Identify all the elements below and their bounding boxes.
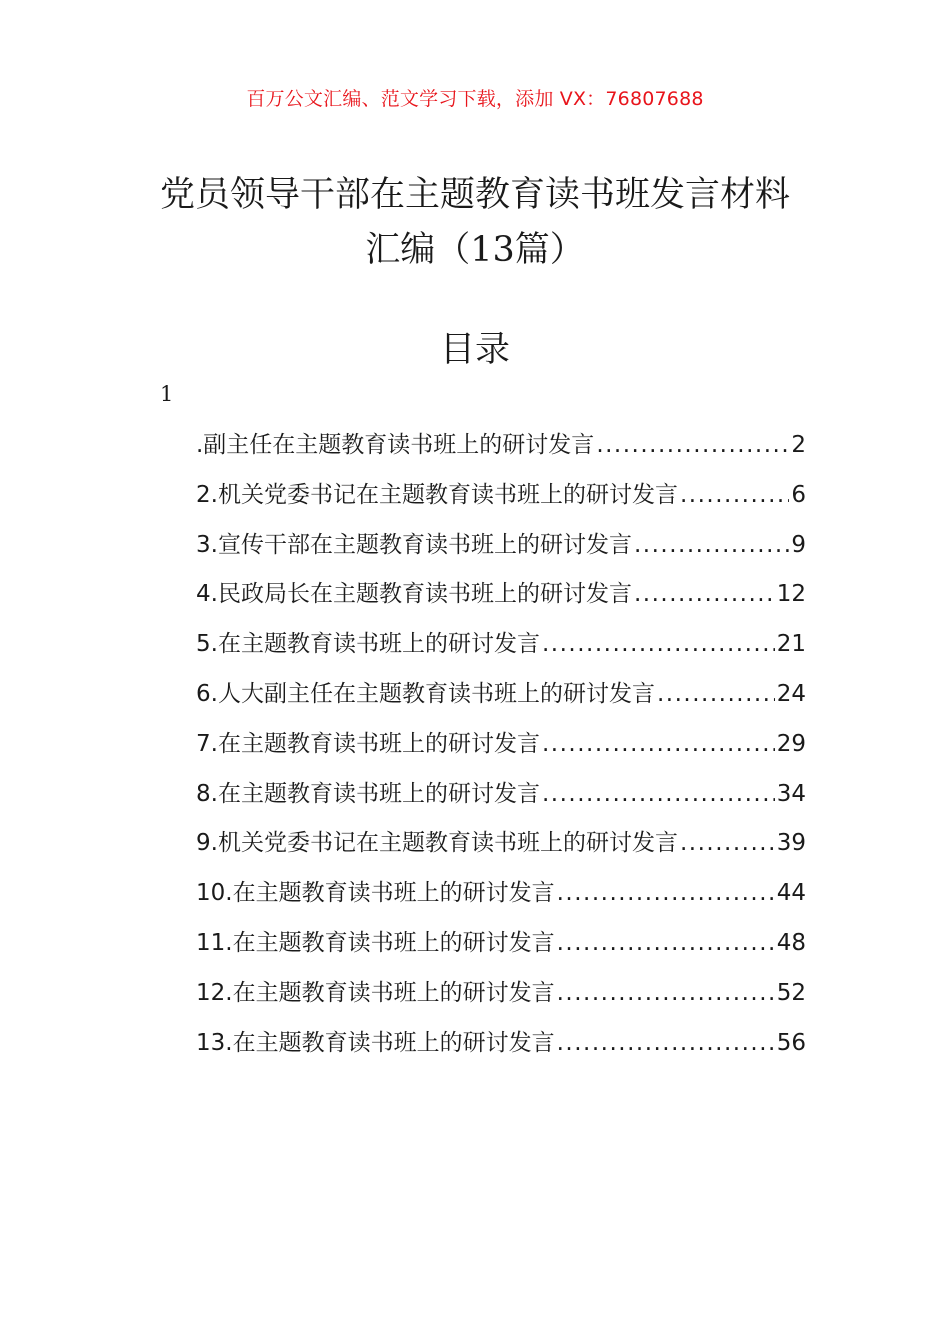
toc-entry-3[interactable] <box>196 525 806 575</box>
toc-entry-10[interactable] <box>196 873 806 923</box>
toc-dot-leader <box>542 774 775 814</box>
title-line-2-prefix: 汇编（ <box>365 230 471 270</box>
toc-entry-2[interactable] <box>196 475 806 525</box>
toc-entry-label: 8.在主题教育读书班上的研讨发言 <box>196 780 540 807</box>
toc-entry-page: 56 <box>776 1029 806 1056</box>
toc-entry-1[interactable] <box>196 425 806 475</box>
toc-entry-4[interactable] <box>196 574 806 624</box>
title-line-2-suffix: 篇） <box>514 230 585 270</box>
toc-entry-label: 9.机关党委书记在主题教育读书班上的研讨发言 <box>196 830 678 857</box>
toc-entry-page: 44 <box>776 880 806 907</box>
toc-dot-leader <box>596 425 789 465</box>
title-line-2 <box>120 223 830 278</box>
toc-entry-label: .副主任在主题教育读书班上的研讨发言 <box>196 432 595 458</box>
title-line-1: 党员领导干部在主题教育读书班发言材料 <box>159 175 790 215</box>
toc-entry-page: 48 <box>776 929 806 956</box>
toc-entry-page: 21 <box>776 631 806 658</box>
toc-entry-page: 12 <box>776 581 806 608</box>
toc-heading: 目录 <box>439 330 510 370</box>
toc-entry-11[interactable] <box>196 923 806 973</box>
header-promo-note: 百万公文汇编、范文学习下载，添加 VX：76807688 <box>246 88 704 110</box>
toc-dot-leader <box>542 724 775 764</box>
toc-entry-page: 2 <box>791 432 806 458</box>
toc-entry-12[interactable] <box>196 973 806 1023</box>
toc-entry-13[interactable] <box>196 1023 806 1073</box>
toc-entry-label: 11.在主题教育读书班上的研讨发言 <box>196 929 555 956</box>
toc-entry-label: 13.在主题教育读书班上的研讨发言 <box>196 1029 555 1056</box>
toc-dot-leader <box>680 475 789 515</box>
table-of-contents <box>196 425 806 1072</box>
toc-entry-page: 39 <box>776 830 806 857</box>
toc-entry-label: 3.宣传干部在主题教育读书班上的研讨发言 <box>196 531 632 558</box>
toc-dot-leader <box>557 873 775 913</box>
toc-entry-page: 9 <box>791 531 806 558</box>
toc-dot-leader <box>634 574 775 614</box>
toc-entry-label: 2.机关党委书记在主题教育读书班上的研讨发言 <box>196 481 678 508</box>
title-article-count: 13 <box>470 230 515 270</box>
toc-entry-label: 4.民政局长在主题教育读书班上的研讨发言 <box>196 581 632 608</box>
toc-entry-8[interactable] <box>196 774 806 824</box>
toc-entry-page: 29 <box>776 730 806 757</box>
toc-entry-label: 12.在主题教育读书班上的研讨发言 <box>196 979 555 1006</box>
toc-entry-9[interactable] <box>196 823 806 873</box>
toc-entry-label: 6.人大副主任在主题教育读书班上的研讨发言 <box>196 680 655 707</box>
toc-dot-leader <box>680 823 775 863</box>
toc-dot-leader <box>657 674 775 714</box>
toc-entry-label: 7.在主题教育读书班上的研讨发言 <box>196 730 540 757</box>
toc-dot-leader <box>634 525 789 565</box>
toc-entry-page: 52 <box>776 979 806 1006</box>
toc-entry-7[interactable] <box>196 724 806 774</box>
toc-dot-leader <box>557 923 775 963</box>
toc-dot-leader <box>557 973 775 1013</box>
toc-dot-leader <box>542 624 775 664</box>
toc-dot-leader <box>557 1023 775 1063</box>
toc-entry-label: 10.在主题教育读书班上的研讨发言 <box>196 880 555 907</box>
toc-entry-5[interactable] <box>196 624 806 674</box>
stray-list-number: 1 <box>160 382 174 406</box>
toc-entry-page: 6 <box>791 481 806 508</box>
toc-entry-label: 5.在主题教育读书班上的研讨发言 <box>196 631 540 658</box>
toc-entry-6[interactable] <box>196 674 806 724</box>
toc-entry-page: 24 <box>776 680 806 707</box>
document-title <box>120 168 830 278</box>
toc-entry-page: 34 <box>776 780 806 807</box>
